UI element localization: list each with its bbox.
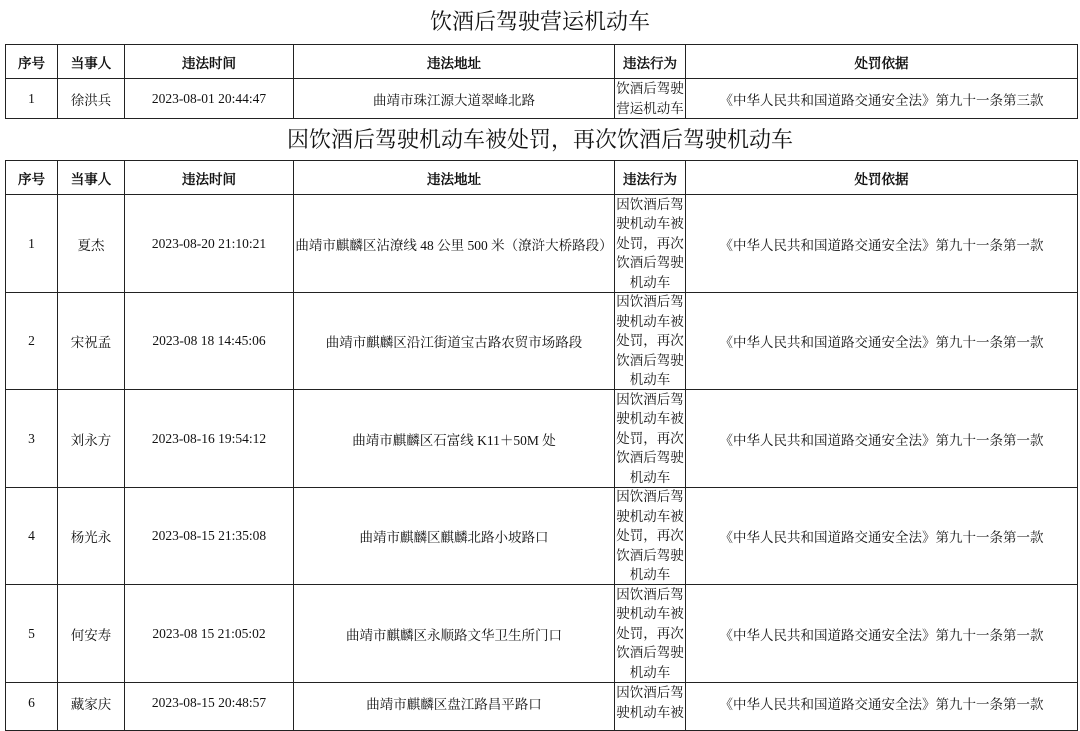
- table-row: [6, 683, 1078, 731]
- violation-table-repeat-offense: [5, 160, 1078, 731]
- cell-violation-address: [294, 195, 615, 293]
- cell-violation-address: [294, 683, 615, 731]
- party-name-text: 何安寿: [70, 627, 112, 643]
- table-row: [6, 79, 1078, 119]
- cell-penalty-basis: [686, 488, 1078, 585]
- cell-party-name: [58, 293, 125, 390]
- serial-number-text: 2: [28, 333, 35, 348]
- header-penalty-basis: [686, 45, 1078, 79]
- penalty-basis-text: 《中华人民共和国道路交通安全法》第九十一条第一款: [719, 627, 1044, 643]
- penalty-basis-text: 《中华人民共和国道路交通安全法》第九十一条第一款: [719, 696, 1044, 712]
- cell-violation-address: [294, 79, 615, 119]
- penalty-basis-text: 《中华人民共和国道路交通安全法》第九十一条第三款: [719, 92, 1044, 108]
- header-label: 违法地址: [427, 171, 481, 187]
- penalty-basis-text: 《中华人民共和国道路交通安全法》第九十一条第一款: [719, 237, 1044, 253]
- cell-violation-time: [125, 195, 294, 293]
- violation-time-text: 2023-08 15 21:05:02: [152, 625, 266, 641]
- cell-violation-behavior: [615, 195, 686, 293]
- cell-serial-number: [6, 585, 58, 683]
- cell-serial-number: [6, 390, 58, 488]
- cell-party-name: [58, 488, 125, 585]
- violation-behavior-text: 因饮酒后驾驶机动车被处罚，再次饮酒后驾驶机动车: [616, 391, 684, 485]
- header-violation-behavior: [615, 45, 686, 79]
- violation-time-text: 2023-08-15 20:48:57: [151, 694, 267, 710]
- serial-number-text: 4: [28, 528, 35, 543]
- table-row: [6, 293, 1078, 390]
- cell-violation-behavior: [615, 293, 686, 390]
- cell-party-name: [58, 195, 125, 293]
- cell-penalty-basis: [686, 585, 1078, 683]
- cell-violation-time: [125, 488, 294, 585]
- violation-time-text: 2023-08 18 14:45:06: [152, 333, 266, 348]
- cell-penalty-basis: [686, 293, 1078, 390]
- cell-penalty-basis: [686, 79, 1078, 119]
- section-title-operating-vehicle: 饮酒后驾驶营运机动车: [429, 9, 650, 34]
- cell-violation-address: [294, 293, 615, 390]
- cell-serial-number: [6, 683, 58, 731]
- violation-behavior-text: 因饮酒后驾驶机动车被处罚，再次饮酒后驾驶机动车: [616, 196, 684, 290]
- cell-party-name: [58, 390, 125, 488]
- violation-behavior-text: 因饮酒后驾驶机动车被处罚，再次饮酒后驾驶机动车: [616, 294, 684, 388]
- header-serial-number: [6, 161, 58, 195]
- header-label: 违法时间: [182, 55, 236, 71]
- violation-time-text: 2023-08-15 21:35:08: [151, 528, 267, 543]
- cell-party-name: [58, 585, 125, 683]
- header-label: 违法地址: [427, 55, 481, 71]
- violation-behavior-text: 因饮酒后驾驶机动车被处罚，再次饮酒后驾驶机动车: [616, 489, 684, 583]
- table-header-row: [6, 45, 1078, 79]
- party-name-text: 徐洪兵: [70, 92, 112, 108]
- violation-time-text: 2023-08-01 20:44:47: [151, 90, 267, 106]
- violation-address-text: 曲靖市麒麟区麒麟北路小坡路口: [359, 530, 549, 545]
- cell-violation-address: [294, 488, 615, 585]
- header-violation-address: [294, 161, 615, 195]
- violation-behavior-text: 因饮酒后驾驶机动车被: [616, 685, 684, 720]
- cell-violation-behavior: [615, 488, 686, 585]
- cell-violation-behavior: [615, 390, 686, 488]
- cell-violation-behavior: [615, 585, 686, 683]
- header-label: 处罚依据: [854, 55, 909, 71]
- violation-behavior-text: 因饮酒后驾驶机动车被处罚，再次饮酒后驾驶机动车: [616, 586, 684, 680]
- cell-violation-address: [294, 390, 615, 488]
- violation-address-text: 曲靖市珠江源大道翠峰北路: [373, 92, 535, 108]
- violation-time-text: 2023-08-16 19:54:12: [151, 430, 267, 446]
- header-violation-address: [294, 45, 615, 79]
- cell-penalty-basis: [686, 683, 1078, 731]
- header-violation-time: [125, 45, 294, 79]
- table-row: [6, 195, 1078, 293]
- cell-party-name: [58, 79, 125, 119]
- section-title-repeat-offense: 因饮酒后驾驶机动车被处罚，再次饮酒后驾驶机动车: [286, 127, 793, 152]
- party-name-text: 宋祝孟: [70, 335, 112, 350]
- table-header-row: [6, 161, 1078, 195]
- serial-number-text: 6: [28, 694, 35, 710]
- cell-serial-number: [6, 293, 58, 390]
- cell-serial-number: [6, 488, 58, 585]
- penalty-basis-text: 《中华人民共和国道路交通安全法》第九十一条第一款: [719, 335, 1044, 350]
- cell-serial-number: [6, 79, 58, 119]
- violation-address-text: 曲靖市麒麟区沾潦线 48 公里 500 米（潦浒大桥路段）: [295, 237, 613, 253]
- cell-violation-time: [125, 683, 294, 731]
- serial-number-text: 1: [28, 90, 35, 106]
- header-label: 序号: [18, 55, 45, 71]
- header-label: 违法行为: [623, 171, 677, 187]
- cell-violation-behavior: [615, 79, 686, 119]
- header-party-name: [58, 45, 125, 79]
- header-party-name: [58, 161, 125, 195]
- serial-number-text: 5: [28, 625, 35, 641]
- violation-address-text: 曲靖市麒麟区沿江街道宝古路农贸市场路段: [325, 335, 583, 350]
- header-violation-behavior: [615, 161, 686, 195]
- header-penalty-basis: [686, 161, 1078, 195]
- violation-address-text: 曲靖市麒麟区盘江路昌平路口: [366, 696, 542, 712]
- serial-number-text: 3: [28, 430, 35, 446]
- cell-party-name: [58, 683, 125, 731]
- header-label: 违法行为: [623, 55, 677, 71]
- cell-violation-time: [125, 585, 294, 683]
- cell-penalty-basis: [686, 195, 1078, 293]
- violation-behavior-text: 饮酒后驾驶营运机动车: [616, 81, 684, 116]
- header-label: 序号: [18, 171, 45, 187]
- violation-time-text: 2023-08-20 21:10:21: [151, 235, 267, 251]
- header-serial-number: [6, 45, 58, 79]
- header-label: 当事人: [70, 55, 112, 71]
- cell-violation-time: [125, 390, 294, 488]
- violation-address-text: 曲靖市麒麟区永顺路文华卫生所门口: [346, 627, 562, 643]
- cell-violation-behavior: [615, 683, 686, 731]
- party-name-text: 杨光永: [70, 530, 112, 545]
- table-row: [6, 585, 1078, 683]
- table-row: [6, 390, 1078, 488]
- table-row: [6, 488, 1078, 585]
- violation-address-text: 曲靖市麒麟区石富线 K11＋50M 处: [352, 432, 556, 448]
- cell-violation-time: [125, 293, 294, 390]
- violation-table-operating-vehicle: [5, 44, 1078, 119]
- cell-serial-number: [6, 195, 58, 293]
- party-name-text: 夏杰: [77, 237, 105, 253]
- cell-violation-address: [294, 585, 615, 683]
- penalty-basis-text: 《中华人民共和国道路交通安全法》第九十一条第一款: [719, 530, 1044, 545]
- cell-violation-time: [125, 79, 294, 119]
- party-name-text: 藏家庆: [70, 696, 112, 712]
- party-name-text: 刘永方: [70, 432, 112, 448]
- header-violation-time: [125, 161, 294, 195]
- penalty-basis-text: 《中华人民共和国道路交通安全法》第九十一条第一款: [719, 432, 1044, 448]
- header-label: 当事人: [70, 171, 112, 187]
- header-label: 处罚依据: [854, 171, 909, 187]
- cell-penalty-basis: [686, 390, 1078, 488]
- serial-number-text: 1: [28, 235, 35, 251]
- header-label: 违法时间: [182, 171, 236, 187]
